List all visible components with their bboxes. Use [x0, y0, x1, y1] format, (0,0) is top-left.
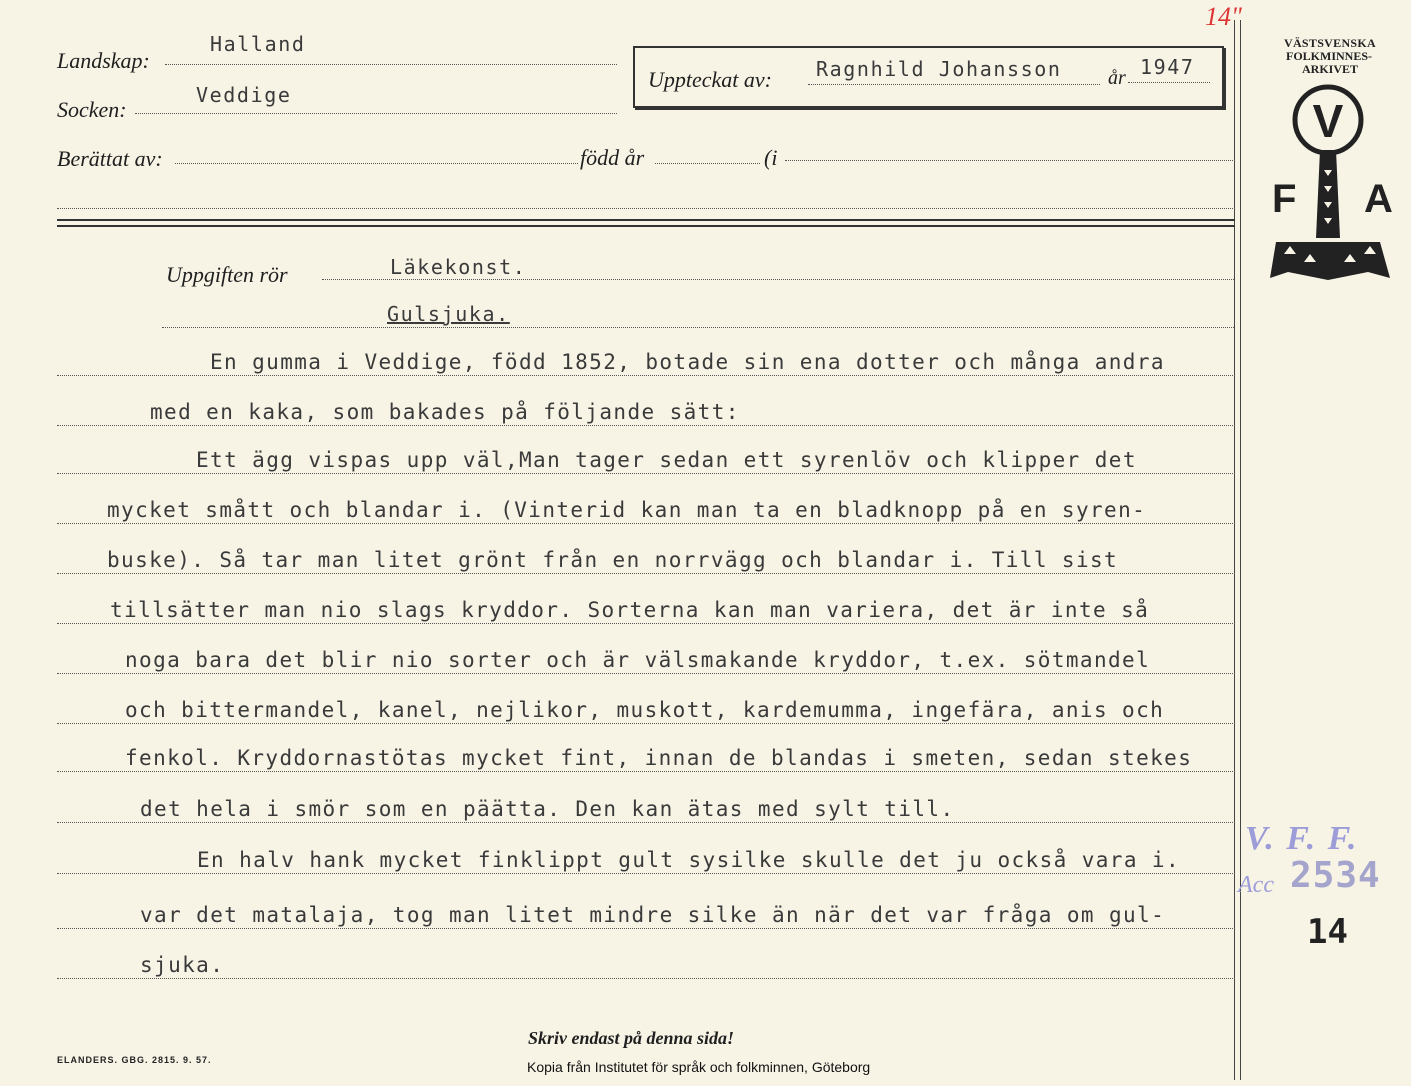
- logo-v: V: [1312, 95, 1344, 147]
- ar-line: [1128, 82, 1210, 83]
- body-rule: [57, 425, 1235, 426]
- landskap-line: [165, 64, 617, 65]
- body-line: noga bara det blir nio sorter och är välsmakande kryddor, t.ex. sötmandel: [125, 648, 1151, 672]
- socken-value: Veddige: [196, 83, 292, 107]
- footer-printer: ELANDERS. GBG. 2815. 9. 57.: [57, 1055, 212, 1065]
- body-line: var det matalaja, tog man litet mindre silke än när det var fråga om gul-: [140, 903, 1166, 927]
- stamp-vff: V. F. F.: [1245, 820, 1359, 857]
- topic2-line: [162, 327, 1234, 328]
- uppgiften-label: Uppgiften rör: [166, 262, 288, 287]
- body-line: mycket smått och blandar i. (Vinterid kan man ta en bladknopp på en syren-: [107, 498, 1147, 522]
- logo-a: A: [1364, 177, 1393, 221]
- body-line: Ett ägg vispas upp väl,Man tager sedan ett syrenlöv och klipper det: [196, 448, 1137, 472]
- socken-label: Socken:: [57, 97, 127, 122]
- landskap-value: Halland: [210, 32, 306, 56]
- berattat-line: [175, 163, 578, 164]
- body-rule: [57, 673, 1235, 674]
- archive-line3: ARKIVET: [1302, 62, 1359, 76]
- body-rule: [57, 978, 1235, 979]
- body-rule: [57, 928, 1235, 929]
- body-line: och bittermandel, kanel, nejlikor, muskott, kardemumma, ingefära, anis och: [125, 698, 1165, 722]
- body-rule: [57, 822, 1235, 823]
- fodd-line: [655, 163, 760, 164]
- body-rule: [57, 523, 1235, 524]
- body-line: tillsätter man nio slags kryddor. Sorterna kan man variera, det är inte så: [110, 598, 1150, 622]
- topic1-line: [322, 279, 1234, 280]
- margin-line-2: [1240, 20, 1241, 1080]
- topic2: Gulsjuka.: [387, 302, 510, 326]
- ar-label: år: [1108, 67, 1126, 89]
- archive-logo-icon: [1268, 82, 1396, 288]
- separator-solid-2: [57, 225, 1235, 227]
- body-line: sjuka.: [140, 953, 225, 977]
- i-line: [785, 160, 1235, 161]
- body-rule: [57, 375, 1235, 376]
- body-rule: [57, 623, 1235, 624]
- body-line: med en kaka, som bakades på följande sätt:: [150, 400, 740, 424]
- stamp-number: 2534: [1290, 855, 1381, 896]
- separator-solid-1: [57, 219, 1235, 221]
- body-rule: [57, 573, 1235, 574]
- body-line: En halv hank mycket finklippt gult sysilke skulle det ju också vara i.: [197, 848, 1181, 872]
- berattat-label: Berättat av:: [57, 146, 163, 171]
- separator-dotted: [57, 208, 1235, 209]
- i-label: (i: [764, 145, 778, 170]
- body-line: buske). Så tar man litet grönt från en norrvägg och blandar i. Till sist: [107, 548, 1119, 572]
- body-rule: [57, 723, 1235, 724]
- body-rule: [57, 873, 1235, 874]
- topic1: Läkekonst.: [390, 255, 527, 279]
- uppteck-value: Ragnhild Johansson: [816, 57, 1062, 81]
- archive-line1: VÄSTSVENSKA: [1284, 36, 1376, 50]
- ar-value: 1947: [1140, 55, 1195, 79]
- body-line: det hela i smör som en päätta. Den kan ätas med sylt till.: [140, 797, 955, 821]
- logo-f: F: [1272, 177, 1297, 221]
- archive-line2: FOLKMINNES-: [1286, 49, 1373, 63]
- body-line: En gumma i Veddige, född 1852, botade sin ena dotter och många andra: [210, 350, 1165, 374]
- uppteck-label: Uppteckat av:: [648, 67, 772, 92]
- footer-instruction: Skriv endast på denna sida!: [528, 1028, 735, 1048]
- page-number: 14: [1307, 912, 1348, 952]
- uppteck-line: [808, 84, 1100, 85]
- body-rule: [57, 771, 1235, 772]
- body-rule: [57, 473, 1235, 474]
- body-line: fenkol. Kryddornastötas mycket fint, innan de blandas i smeten, sedan stekes: [125, 746, 1193, 770]
- margin-line-1: [1234, 20, 1235, 1080]
- fodd-label: född år: [580, 145, 645, 170]
- corner-mark: 14": [1205, 2, 1242, 31]
- landskap-label: Landskap:: [57, 48, 150, 73]
- footer-copy-note: Kopia från Institutet för språk och folkminnen, Göteborg: [527, 1059, 871, 1075]
- stamp-acc: Acc: [1238, 872, 1274, 898]
- socken-line: [135, 113, 617, 114]
